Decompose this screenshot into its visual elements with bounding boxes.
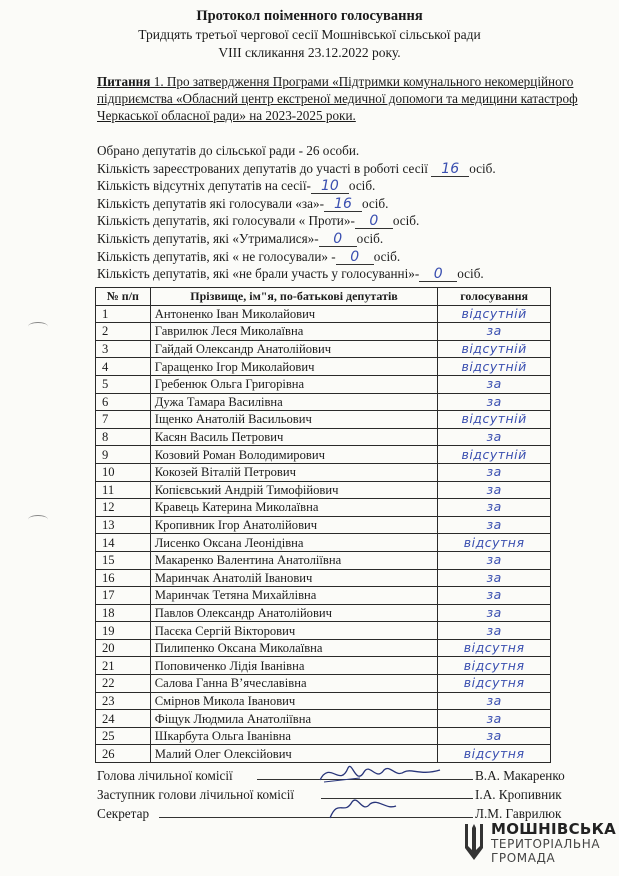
- row-number: 7: [96, 411, 151, 429]
- table-row: [96, 463, 551, 481]
- deputy-name: Фіщук Людмила Анатоліївна: [150, 710, 438, 728]
- stat-line: [97, 265, 607, 283]
- stat-text: Кількість депутатів, які голосували « Проти»-: [97, 213, 355, 229]
- signer-name: Л.М. Гаврилюк: [475, 806, 562, 821]
- vote-value: за: [438, 323, 551, 341]
- row-number: 12: [96, 499, 151, 517]
- vote-value: відсутній: [438, 358, 551, 376]
- deputy-name: Гаращенко Ігор Миколайович: [150, 358, 438, 376]
- table-row: [96, 481, 551, 499]
- col-number-header: № п/п: [96, 288, 151, 306]
- vote-value: за: [438, 604, 551, 622]
- stat-text: Обрано депутатів до сільської ради - 26 особи.: [97, 143, 360, 158]
- handwritten-signature: [300, 758, 460, 828]
- stat-line: [97, 142, 607, 160]
- stat-text: Кількість депутатів, які «не брали участь у голосуванні»-: [97, 266, 420, 282]
- deputy-name: Антоненко Іван Миколайович: [150, 305, 438, 323]
- table-row: [96, 305, 551, 323]
- vote-value: відсутній: [438, 411, 551, 429]
- signer-name: В.А. Макаренко: [475, 768, 565, 783]
- table-row: [96, 411, 551, 429]
- table-row: [96, 534, 551, 552]
- roll-call-table: [95, 287, 551, 763]
- row-number: 3: [96, 340, 151, 358]
- logo-subtitle: ТЕРИТОРІАЛЬНА: [491, 837, 601, 851]
- deputy-name: Шкарбута Ольга Іванівна: [150, 727, 438, 745]
- vote-value: за: [438, 727, 551, 745]
- deputy-name: Маринчак Тетяна Михайлівна: [150, 587, 438, 605]
- deputy-name: Пасєка Сергій Вікторович: [150, 622, 438, 640]
- vote-value: за: [438, 587, 551, 605]
- question-label: Питання: [97, 74, 151, 89]
- row-number: 18: [96, 604, 151, 622]
- vote-value: відсутній: [438, 446, 551, 464]
- row-number: 14: [96, 534, 151, 552]
- stat-handwritten-value: 0: [319, 232, 357, 247]
- session-line: Тридцять третьої чергової сесії Мошнівської сільської ради: [138, 27, 481, 42]
- vote-value: за: [438, 569, 551, 587]
- table-row: [96, 569, 551, 587]
- vote-value: відсутня: [438, 745, 551, 763]
- row-number: 17: [96, 587, 151, 605]
- deputy-name: Козовий Роман Володимирович: [150, 446, 438, 464]
- vote-value: за: [438, 393, 551, 411]
- table-row: [96, 587, 551, 605]
- row-number: 4: [96, 358, 151, 376]
- document-title: Протокол поіменного голосування: [196, 8, 423, 24]
- col-name-header: Прізвище, ім"я, по-батькові депутатів: [150, 288, 438, 306]
- table-row: [96, 393, 551, 411]
- table-row: [96, 428, 551, 446]
- row-number: 8: [96, 428, 151, 446]
- stat-text: Кількість депутатів які голосували «за»-: [97, 195, 324, 211]
- logo-title: МОШНІВСЬКА: [491, 820, 617, 838]
- stat-suffix: осіб.: [469, 160, 496, 176]
- row-number: 26: [96, 745, 151, 763]
- row-number: 25: [96, 727, 151, 745]
- row-number: 19: [96, 622, 151, 640]
- vote-value: за: [438, 375, 551, 393]
- deputy-name: Малий Олег Олексійович: [150, 745, 438, 763]
- vote-value: за: [438, 710, 551, 728]
- row-number: 15: [96, 551, 151, 569]
- row-number: 9: [96, 446, 151, 464]
- stat-line: [97, 230, 607, 248]
- stat-handwritten-value: 0: [336, 250, 374, 265]
- stat-suffix: осіб.: [373, 248, 401, 264]
- stat-text: Кількість зареєстрованих депутатів до участі в роботі сесії: [97, 160, 432, 176]
- signer-role: Заступник голови лічильної комісії: [97, 787, 295, 802]
- table-row: [96, 446, 551, 464]
- table-row: [96, 622, 551, 640]
- deputy-name: Дужа Тамара Василівна: [150, 393, 438, 411]
- row-number: 11: [96, 481, 151, 499]
- stat-line: [97, 248, 607, 266]
- deputy-name: Іщенко Анатолій Васильович: [150, 411, 438, 429]
- stat-suffix: осіб.: [392, 213, 420, 229]
- row-number: 20: [96, 639, 151, 657]
- deputy-name: Кравець Катерина Миколаївна: [150, 499, 438, 517]
- deputy-name: Гайдай Олександр Анатолійович: [150, 340, 438, 358]
- margin-scribble: [28, 322, 48, 331]
- col-vote-header: голосування: [438, 288, 551, 306]
- vote-value: за: [438, 692, 551, 710]
- table-row: [96, 375, 551, 393]
- table-row: [96, 710, 551, 728]
- vote-statistics: [97, 142, 607, 283]
- row-number: 24: [96, 710, 151, 728]
- deputy-name: Поповиченко Лідія Іванівна: [150, 657, 438, 675]
- stat-handwritten-value: 16: [431, 162, 469, 177]
- table-row: [96, 499, 551, 517]
- vote-value: відсутня: [438, 534, 551, 552]
- deputy-name: Копієвський Андрій Тимофійович: [150, 481, 438, 499]
- table-row: [96, 604, 551, 622]
- deputy-name: Гребенюк Ольга Григорівна: [150, 375, 438, 393]
- vote-value: за: [438, 463, 551, 481]
- stat-text: Кількість депутатів, які «Утрималися»-: [97, 230, 319, 246]
- stat-text: Кількість відсутніх депутатів на сесії-: [97, 178, 311, 194]
- logo-subtitle-2: ГРОМАДА: [491, 851, 556, 865]
- row-number: 23: [96, 692, 151, 710]
- vote-value: за: [438, 481, 551, 499]
- margin-scribble: [28, 515, 48, 524]
- table-row: [96, 639, 551, 657]
- table-row: [96, 551, 551, 569]
- question-text: 1. Про затвердження Програми «Підтримки комунального некомерційного підприємства «Обласний центр екстреної медичної допомоги та медицини катастроф Черкаської обласної ради» на 2023-2025 роки.: [97, 74, 578, 123]
- stat-handwritten-value: 0: [419, 267, 457, 282]
- vote-value: за: [438, 499, 551, 517]
- stat-handwritten-value: 10: [311, 179, 349, 194]
- table-header-row: [96, 288, 551, 306]
- vote-value: за: [438, 428, 551, 446]
- row-number: 10: [96, 463, 151, 481]
- stat-suffix: осіб.: [457, 266, 484, 282]
- signer-role: Секретар: [97, 806, 150, 821]
- row-number: 1: [96, 305, 151, 323]
- vote-value: відсутня: [438, 657, 551, 675]
- vote-value: відсутня: [438, 675, 551, 693]
- deputy-name: Макаренко Валентина Анатоліївна: [150, 551, 438, 569]
- convocation-date: VIII скликання 23.12.2022 року.: [218, 45, 401, 60]
- row-number: 5: [96, 375, 151, 393]
- community-logo: [463, 820, 617, 868]
- stat-suffix: осіб.: [361, 195, 389, 211]
- table-row: [96, 657, 551, 675]
- deputy-name: Касян Василь Петрович: [150, 428, 438, 446]
- stat-handwritten-value: 0: [355, 214, 393, 229]
- stat-line: [97, 212, 607, 230]
- table-row: [96, 323, 551, 341]
- table-row: [96, 340, 551, 358]
- row-number: 13: [96, 516, 151, 534]
- row-number: 2: [96, 323, 151, 341]
- vote-value: за: [438, 622, 551, 640]
- deputy-name: Салова Ганна В’ячеславівна: [150, 675, 438, 693]
- vote-value: відсутній: [438, 305, 551, 323]
- row-number: 21: [96, 657, 151, 675]
- row-number: 22: [96, 675, 151, 693]
- table-row: [96, 358, 551, 376]
- trident-icon: [463, 822, 485, 862]
- deputy-name: Кропивник Ігор Анатолійович: [150, 516, 438, 534]
- table-row: [96, 516, 551, 534]
- deputy-name: Смірнов Микола Іванович: [150, 692, 438, 710]
- stat-handwritten-value: 16: [324, 197, 362, 212]
- row-number: 16: [96, 569, 151, 587]
- agenda-question: [97, 73, 597, 124]
- vote-value: відсутній: [438, 340, 551, 358]
- vote-value: за: [438, 516, 551, 534]
- vote-value: відсутня: [438, 639, 551, 657]
- stat-line: [97, 177, 607, 195]
- deputy-name: Лисенко Оксана Леонідівна: [150, 534, 438, 552]
- deputy-name: Пилипенко Оксана Миколаївна: [150, 639, 438, 657]
- stat-text: Кількість депутатів, які « не голосували» -: [97, 248, 336, 264]
- table-row: [96, 727, 551, 745]
- deputy-name: Маринчак Анатолій Іванович: [150, 569, 438, 587]
- signer-name: І.А. Кропивник: [475, 787, 562, 802]
- vote-value: за: [438, 551, 551, 569]
- deputy-name: Кокозей Віталій Петрович: [150, 463, 438, 481]
- signer-role: Голова лічильної комісії: [97, 768, 233, 783]
- table-row: [96, 692, 551, 710]
- stat-suffix: осіб.: [348, 178, 376, 194]
- table-row: [96, 675, 551, 693]
- stat-line: [97, 195, 607, 213]
- deputy-name: Гаврилюк Леся Миколаївна: [150, 323, 438, 341]
- row-number: 6: [96, 393, 151, 411]
- stat-line: [97, 160, 607, 178]
- stat-suffix: осіб.: [356, 230, 384, 246]
- deputy-name: Павлов Олександр Анатолійович: [150, 604, 438, 622]
